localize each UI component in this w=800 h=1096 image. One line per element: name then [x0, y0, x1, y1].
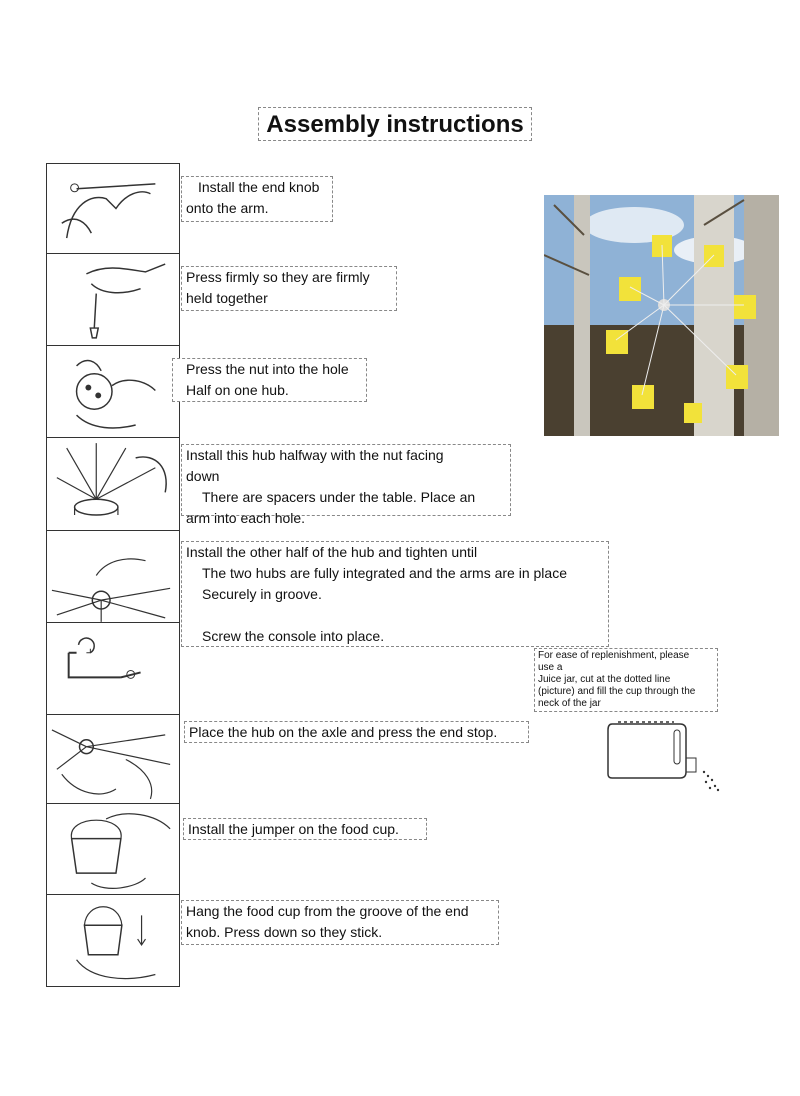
step-line: held together: [186, 290, 268, 306]
step-line: Press the nut into the hole: [186, 361, 349, 377]
step-2-text: [181, 266, 397, 311]
step-line: Install the end knob: [198, 179, 320, 195]
step-line: There are spacers under the table. Place an: [202, 489, 476, 505]
note-line: Juice jar, cut at the dotted line: [538, 674, 671, 685]
step-line: Hang the food cup from the groove of the end: [186, 903, 469, 919]
step-6-text: [184, 721, 529, 743]
step-3-text: [172, 358, 367, 402]
juice-jar-diagram: [600, 716, 730, 796]
step-line: onto the arm.: [186, 200, 269, 216]
illustration-press-firmly: [47, 254, 179, 346]
illustration-hub-halfway: [47, 438, 179, 531]
step-line: Install the jumper on the food cup.: [188, 821, 399, 837]
step-4-text: [181, 444, 511, 526]
illustration-nut: [47, 346, 179, 438]
step-7-text: [183, 818, 427, 840]
step-5-text: [181, 541, 609, 647]
illustration-end-knob: [47, 164, 179, 254]
illustration-hang-cup: [47, 895, 179, 988]
step-line: knob. Press down so they stick.: [186, 924, 383, 940]
step-line: The two hubs are fully integrated and the arms are in place: [202, 565, 567, 581]
note-line: (picture) and fill the cup through the: [538, 686, 696, 697]
page-title: Assembly instructions: [258, 107, 532, 141]
step-line: Install this hub halfway with the nut facing: [186, 447, 444, 463]
note-line: use a: [538, 662, 563, 673]
note-line: neck of the jar: [538, 698, 601, 709]
illustration-column: [46, 163, 180, 987]
step-line: arm into each hole.: [186, 510, 306, 526]
step-1-text: [181, 176, 333, 222]
step-line: Install the other half of the hub and tighten until: [186, 544, 478, 560]
step-8-text: [181, 900, 499, 945]
step-line: Securely in groove.: [202, 586, 322, 602]
step-line: Screw the console into place.: [202, 628, 385, 644]
illustration-hub-tighten: [47, 531, 179, 623]
illustration-jumper: [47, 804, 179, 895]
jar-tip-note: [534, 648, 718, 712]
step-line: down: [186, 468, 220, 484]
illustration-axle: [47, 715, 179, 804]
step-line: Place the hub on the axle and press the end stop.: [189, 724, 498, 740]
note-line: For ease of replenishment, please: [538, 650, 690, 661]
feeder-photo: [544, 195, 779, 436]
illustration-console: [47, 623, 179, 715]
step-line: Half on one hub.: [186, 382, 289, 398]
step-line: Press firmly so they are firmly: [186, 269, 370, 285]
